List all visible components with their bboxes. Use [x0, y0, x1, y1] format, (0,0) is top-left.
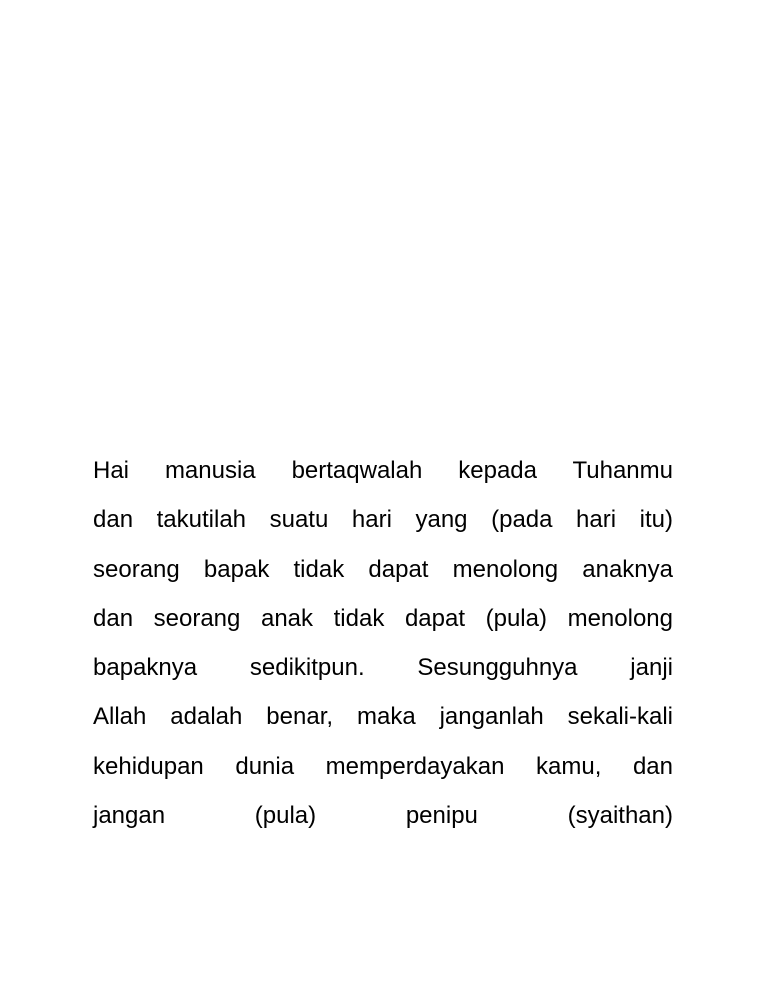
paragraph-line: seorang bapak tidak dapat menolong anaknya [93, 555, 673, 583]
paragraph-line: dan seorang anak tidak dapat (pula) menolong [93, 604, 673, 632]
paragraph-line: bapaknya sedikitpun. Sesungguhnya janji [93, 654, 673, 682]
paragraph-line: kehidupan dunia memperdayakan kamu, dan [93, 752, 673, 780]
paragraph-line: dan takutilah suatu hari yang (pada hari itu) [93, 506, 673, 534]
body-paragraph [93, 451, 673, 845]
paragraph-line: jangan (pula) penipu (syaithan) [93, 802, 673, 830]
paragraph-line: Hai manusia bertaqwalah kepada Tuhanmu [93, 457, 673, 484]
paragraph-line: Allah adalah benar, maka janganlah sekali-kali [93, 703, 673, 731]
